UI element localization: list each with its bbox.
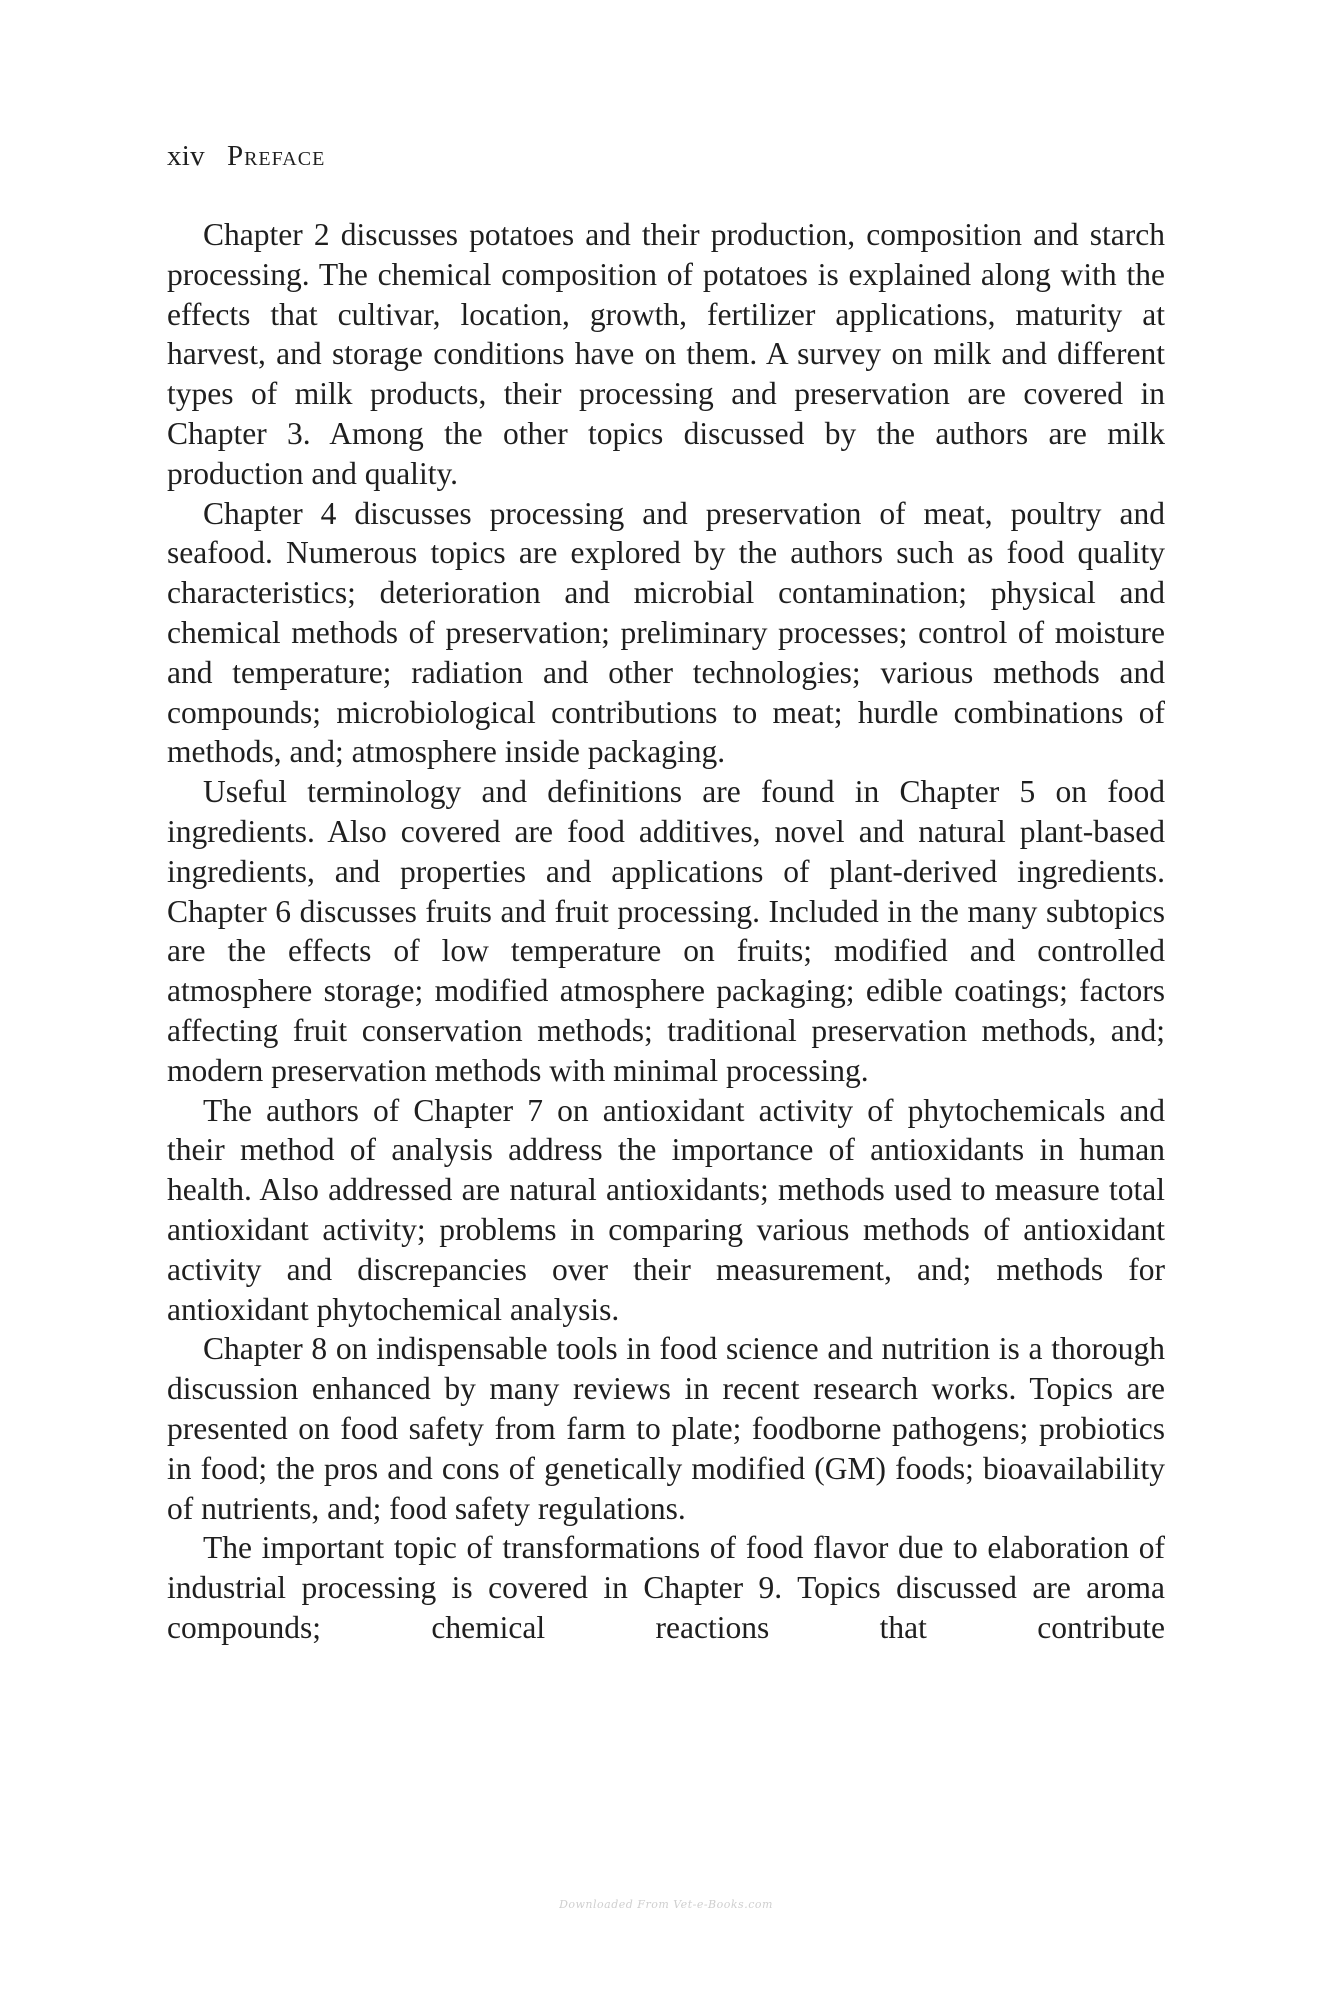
paragraph-chapters-5-6: Useful terminology and definitions are found in Chapter 5 on food ingredients. Also covered are food additives, novel and natural plant-based ingredients, and properties and applications of plant-derived ingredients. Chapter 6 discusses fruits and fruit processing. Included in the many subtopics are the effects of low temperature on fruits; modified and controlled atmosphere storage; modified atmosphere packaging; edible coatings; factors affecting fruit conservation methods; traditional preservation methods, and; modern preservation methods with minimal processing. [167,774,1165,1088]
download-watermark: Downloaded From Vet-e-Books.com [559,1898,773,1911]
running-head [167,138,325,174]
paragraph-chapter-8: Chapter 8 on indispensable tools in food science and nutrition is a thorough discussion enhanced by many reviews in recent research works. Topics are presented on food safety from farm to plate; foodborne pathogens; probiotics in food; the pros and cons of genetically modified (GM) foods; bioavailability of nutrients, and; food safety regulations. [167,1331,1165,1526]
paragraph-chapter-4: Chapter 4 discusses processing and preservation of meat, poultry and seafood. Numerous topics are explored by the authors such as food quality characteristics; deterioration and microbial contamination; physical and chemical methods of preservation; preliminary processes; control of moisture and temperature; radiation and other technologies; various methods and compounds; microbiological contributions to meat; hurdle combinations of methods, and; atmosphere inside packaging. [167,495,1165,770]
paragraph-chapters-2-3: Chapter 2 discusses potatoes and their production, composition and starch processing. The chemical composition of potatoes is explained along with the effects that cultivar, location, growth, fertilizer applications, maturity at harvest, and storage conditions have on them. A survey on milk and different types of milk products, their processing and preservation are covered in Chapter 3. Among the other topics discussed by the authors are milk production and quality. [167,217,1165,491]
page-number: xiv [167,140,205,172]
paragraph-chapter-7: The authors of Chapter 7 on antioxidant activity of phytochemicals and their method of analysis address the importance of antioxidants in human health. Also addressed are natural antioxidants; methods used to measure total antioxidant activity; problems in comparing various methods of antioxidant activity and discrepancies over their measurement, and; methods for antioxidant phytochemical analysis. [167,1092,1165,1327]
paragraph-chapter-9: The important topic of transformations of food flavor due to elaboration of industrial processing is covered in Chapter 9. Topics discussed are aroma compounds; chemical reactions that contribute [167,1530,1165,1645]
body-text [167,215,1165,1648]
section-title: Preface [226,140,326,172]
